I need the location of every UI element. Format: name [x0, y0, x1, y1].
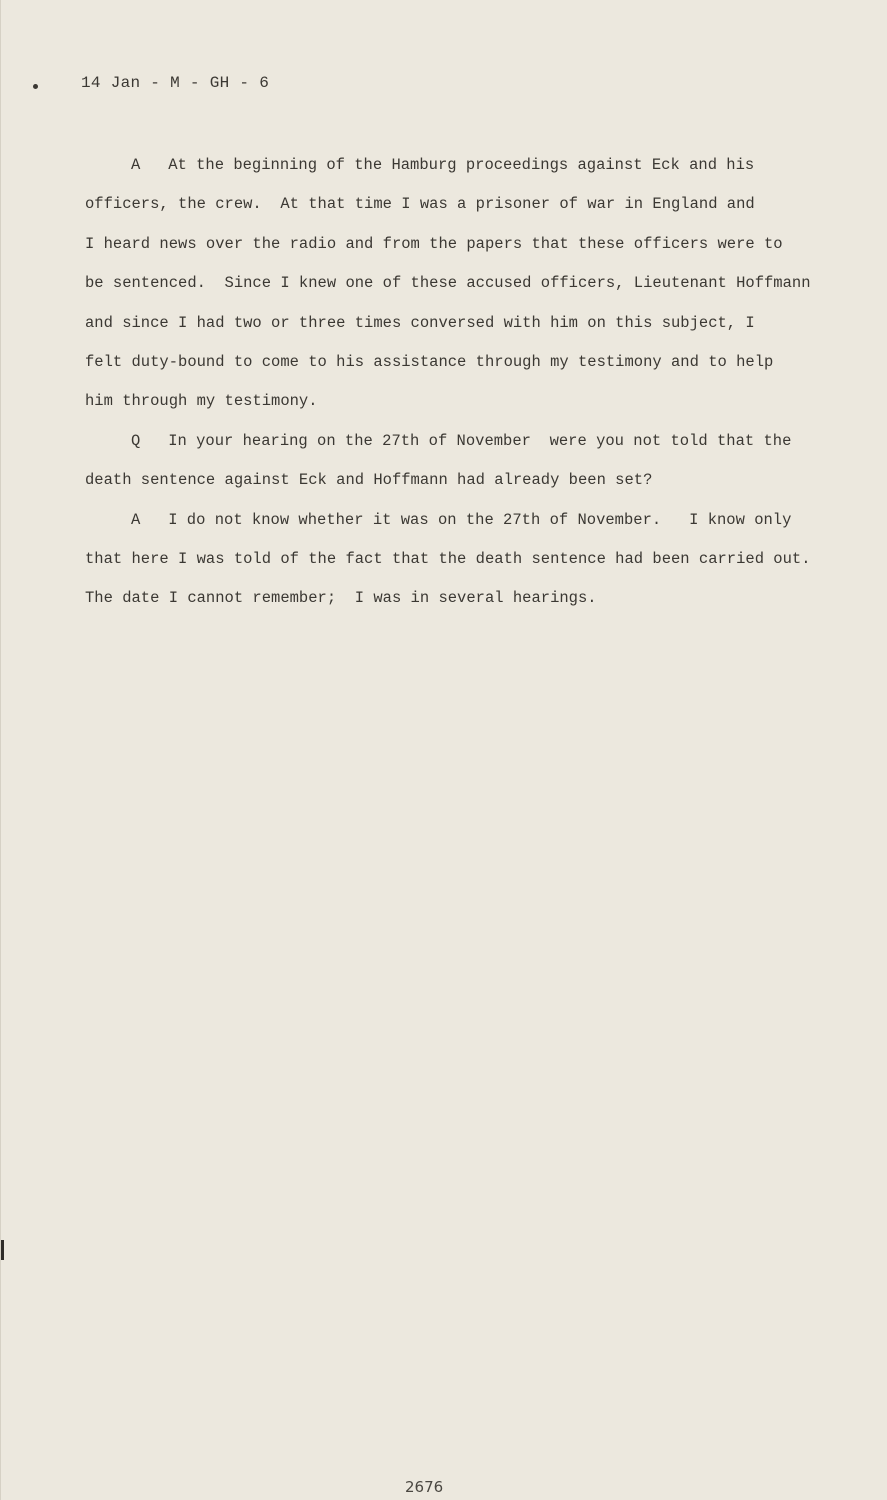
- margin-dot-mark: [33, 84, 38, 89]
- transcript-line: felt duty-bound to come to his assistance through my testimony and to help: [85, 353, 774, 372]
- transcript-body: [85, 146, 845, 619]
- transcript-line: I heard news over the radio and from the papers that these officers were to: [85, 234, 783, 253]
- transcript-line: and since I had two or three times conversed with him on this subject, I: [85, 313, 755, 332]
- transcript-line-answer-2-start: A I do not know whether it was on the 27th of November. I know only: [131, 510, 792, 529]
- transcript-line: that here I was told of the fact that the death sentence had been carried out.: [85, 550, 811, 569]
- transcript-line: officers, the crew. At that time I was a prisoner of war in England and: [85, 195, 755, 214]
- page-number: 2676: [405, 1478, 444, 1496]
- transcript-line-answer-1-start: A At the beginning of the Hamburg proceedings against Eck and his: [131, 156, 755, 174]
- edge-mark: [1, 1240, 4, 1260]
- transcript-line: be sentenced. Since I knew one of these accused officers, Lieutenant Hoffmann: [85, 274, 811, 293]
- transcript-line: death sentence against Eck and Hoffmann had already been set?: [85, 471, 653, 490]
- transcript-line: The date I cannot remember; I was in several hearings.: [85, 589, 597, 608]
- transcript-line-question-start: Q In your hearing on the 27th of November were you not told that the: [131, 431, 792, 450]
- document-reference-header: 14 Jan - M - GH - 6: [81, 74, 270, 92]
- transcript-line: him through my testimony.: [85, 392, 318, 411]
